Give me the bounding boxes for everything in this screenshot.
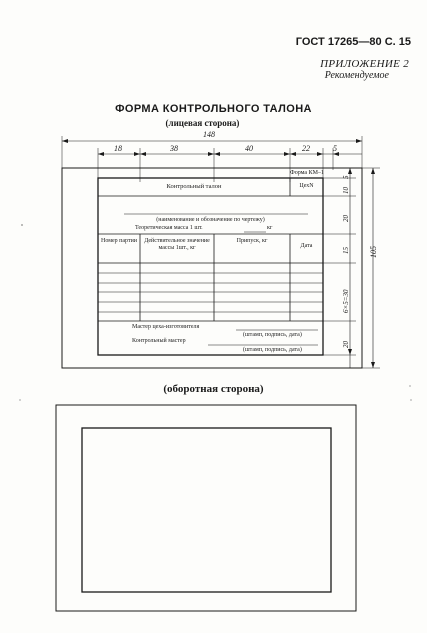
designation-caption: (наименование и обозначение по чертежу) [156,217,265,223]
dim-width-1: 18 [114,144,122,153]
master-label: Мастер цеха-изготовителя [132,324,200,330]
dim-height-1: 5 [342,175,350,179]
back-sheet-border [56,405,356,611]
mass-unit-label: кг [267,225,273,231]
form-code-label: Форма КМ–1 [290,170,324,176]
workshop-number-label: ЦехN [299,183,314,189]
front-sheet-border [62,168,362,368]
back-inner-frame [82,428,331,592]
front-side-label: (лицевая сторона) [165,118,240,128]
dim-height-5: 6×5=30 [342,289,350,313]
dim-width-3: 40 [245,144,253,153]
appendix-label: ПРИЛОЖЕНИЕ 2 [320,58,409,70]
dim-total-width: 148 [203,130,215,139]
controller-label: Контрольный мастер [132,338,186,344]
dim-height-4: 15 [342,247,350,254]
column-header-batch-number: Номер партии [100,238,138,244]
back-side-label: (оборотная сторона) [163,383,264,395]
stamp-caption-controller: (штамп, подпись, дата) [243,347,302,353]
dim-height-2: 10 [342,187,350,194]
form-title: ФОРМА КОНТРОЛЬНОГО ТАЛОНА [115,103,312,115]
column-header-allowance: Припуск, кг [236,238,268,244]
dim-height-6: 20 [342,341,350,348]
stamp-caption-master: (штамп, подпись, дата) [243,332,302,338]
dim-width-5: 5 [333,144,337,153]
coupon-title: Контрольный талон [166,183,222,190]
dim-width-4: 22 [302,144,310,153]
dim-width-2: 38 [170,144,178,153]
dim-height-3: 20 [342,215,350,222]
recommended-label: Рекомендуемое [324,70,389,81]
standard-code: ГОСТ 17265—80 С. 15 [295,36,411,48]
column-header-actual-mass: Действительное значение массы 1шт., кг [144,238,210,251]
dim-total-height: 105 [369,246,378,258]
theoretical-mass-label: Теоретическая масса 1 шт. [135,225,203,231]
column-header-date: Дата [300,243,313,249]
